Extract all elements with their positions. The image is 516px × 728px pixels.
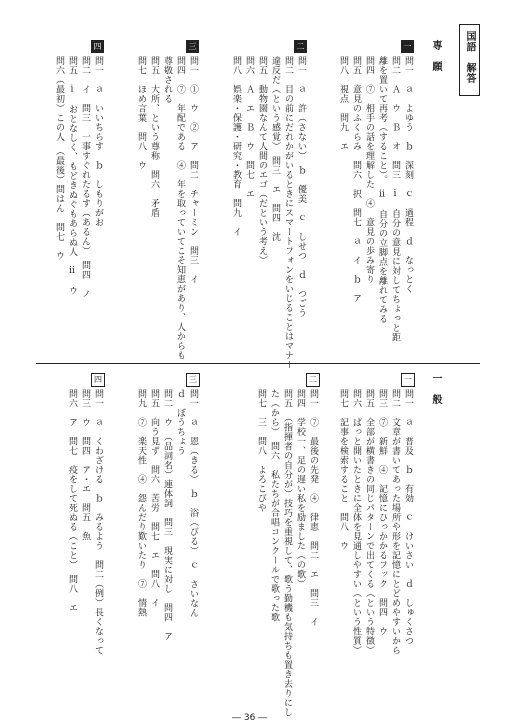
bottom-q3-line: 問五 向う見ず 問六 苦労 問七 エ 問八 イ [149, 389, 159, 608]
bottom-q4-line: 問一 ａ くわざける ｂ みるよう 問二（例）長くなって [93, 389, 103, 655]
top-q4-line: 問五 ⅰ おとなしく、もどきぬぐもあらぬ人 ⅱ ウ [67, 56, 77, 296]
page-number: ― 36 ― [232, 713, 268, 723]
bottom-q1-line: 問三 ⑦ 新鮮 ④ 記憶にひっかかるフック 問四 ウ [377, 389, 387, 636]
bottom-q1-line: 問一 ａ 普及 ｂ 有効 ｃ けいさい ｄ しゅくさつ [403, 389, 413, 646]
bottom-q3-line: 問九 ⑦ 楽天性 ④ 怨んだり歎いたり ⑦ 情熱 [136, 389, 146, 617]
top-q4-line: 問一 ａ いいちらす ｂ しもりがお [93, 56, 103, 227]
top-q1-line: 問五 意見のふくらみ 問六 択 問七 ａ イ ｂ ア [351, 56, 361, 303]
q4-badge: 四 [91, 373, 105, 387]
section-title-senkan: 専 願 [430, 40, 441, 72]
q3-badge: 三 [186, 373, 200, 387]
bottom-q2-line: 問四 学校一、足の遅い私を励ました（の歌） [295, 389, 305, 589]
subject-label: 国語 解答 [464, 31, 475, 84]
q1-badge: 一 [401, 40, 414, 53]
bottom-q3-line: 問二 ウ （品詞名）連体詞 問三 現実に対し 問四 ア [162, 389, 172, 641]
top-q1-line: 離を置いて再考（すること）。 ⅱ 自分の立脚点を離れてみる [377, 56, 387, 324]
top-q3-line: 問五 大所、という尊称 問六 矛盾 [149, 56, 159, 218]
section-divider [36, 363, 480, 364]
top-q3-line: 問一 ① ウ ② ア 問二 チャーミン 問三 イ [188, 56, 198, 284]
bottom-q1-line: 問七 記事を検索すること 問八 ウ [338, 389, 348, 551]
top-q1-line: 問二 Ａ ウ Ｂ オ 問三 ⅰ 自分の意見に対してちょっと距 [390, 56, 400, 342]
bottom-q2-line: 問一 ⑦ 最後の先発 ④ 律恵 問二 エ 問三 イ [308, 389, 318, 627]
bottom-q3-line: ｄ ぼうちょう [175, 389, 185, 456]
q3-badge: 三 [186, 40, 199, 53]
bottom-q1-line: 問五 全部が横書きの同じパターンで出てくる（という特徴） [364, 389, 374, 655]
top-q1-line: 問一 ａ よゆう ｂ 深刻 ｃ 過程 ｄ なっとく [403, 56, 413, 294]
top-q4-line: 問六（最初）この人 （最後）問はん 問七 ウ [54, 56, 64, 261]
q1-badge: 一 [401, 373, 415, 387]
bottom-q2-line: た（から） 問六 私たちが合唱コンクールで歌った歌 [269, 389, 279, 622]
subject-label-box [459, 24, 480, 96]
top-q3-line: 問四 ⑦ 年配である ④ 年を取っていてこそ知恵があり、人からも [175, 56, 185, 360]
q2-badge: 二 [294, 40, 307, 53]
bottom-q1-line: 問六 ぱっと開いたときに全体を見通しやすい（という性質） [351, 389, 361, 655]
bottom-q3-line: 問一 ａ 恩（きる） ｂ 浴（びる） ｃ さいなん [188, 389, 198, 618]
top-q2-line: 違反だ（という感覚） 問三 エ 問四 沈 [270, 56, 280, 242]
top-q2-line: 問八 娯楽・保護・研究・教育 問九 イ [231, 56, 241, 237]
bottom-q4-line: 問六 ア 問七 疫をして死ぬる（こと） 問八 エ [67, 389, 77, 613]
q2-badge: 二 [306, 373, 320, 387]
top-q1-line: 問八 視点 問九 エ [338, 56, 348, 151]
top-q2-line: 問五 動物園なんて人間のエゴ（だという考え） [257, 56, 267, 265]
bottom-q1-line: 問二 文章が書いてあった場所や形を記憶にとどめやすいから [390, 389, 400, 655]
top-q2-line: 問二 目の前にだれかがいるときにスマートフォンをいじることはマナー [283, 56, 293, 370]
top-q3-line: 尊敬される [162, 56, 172, 104]
bottom-q4-line: 問三 ウ 問四 ア・エ 問五 魚 [80, 389, 90, 541]
bottom-q2-line: 問五 （指揮者の自分が）技巧を重視して、歌う勤機も気持ちも置き去りにし [282, 389, 292, 717]
top-q3-line: 問七 ほめ言葉 問八 ウ [136, 56, 146, 170]
top-q4-line: 問二 イ 問三 一事すぐれたるす（あるん） 問四 ノ [80, 56, 90, 299]
section-title-ippan: 一 般 [430, 373, 441, 405]
bottom-q2-line: 問七 三 問八 よろこびや [256, 389, 266, 513]
top-q2-line: 問六 Ａ エ Ｂ ウ 問七 エ [244, 56, 254, 199]
q4-badge: 四 [91, 40, 104, 53]
top-q1-line: 問四 ⑦ 相手の話を理解した ④ 意見の歩み寄り [364, 56, 374, 284]
top-q2-line: 問一 ａ 許（さない） ｂ 優美 ｃ しせつ ｄ つごう [296, 56, 306, 318]
